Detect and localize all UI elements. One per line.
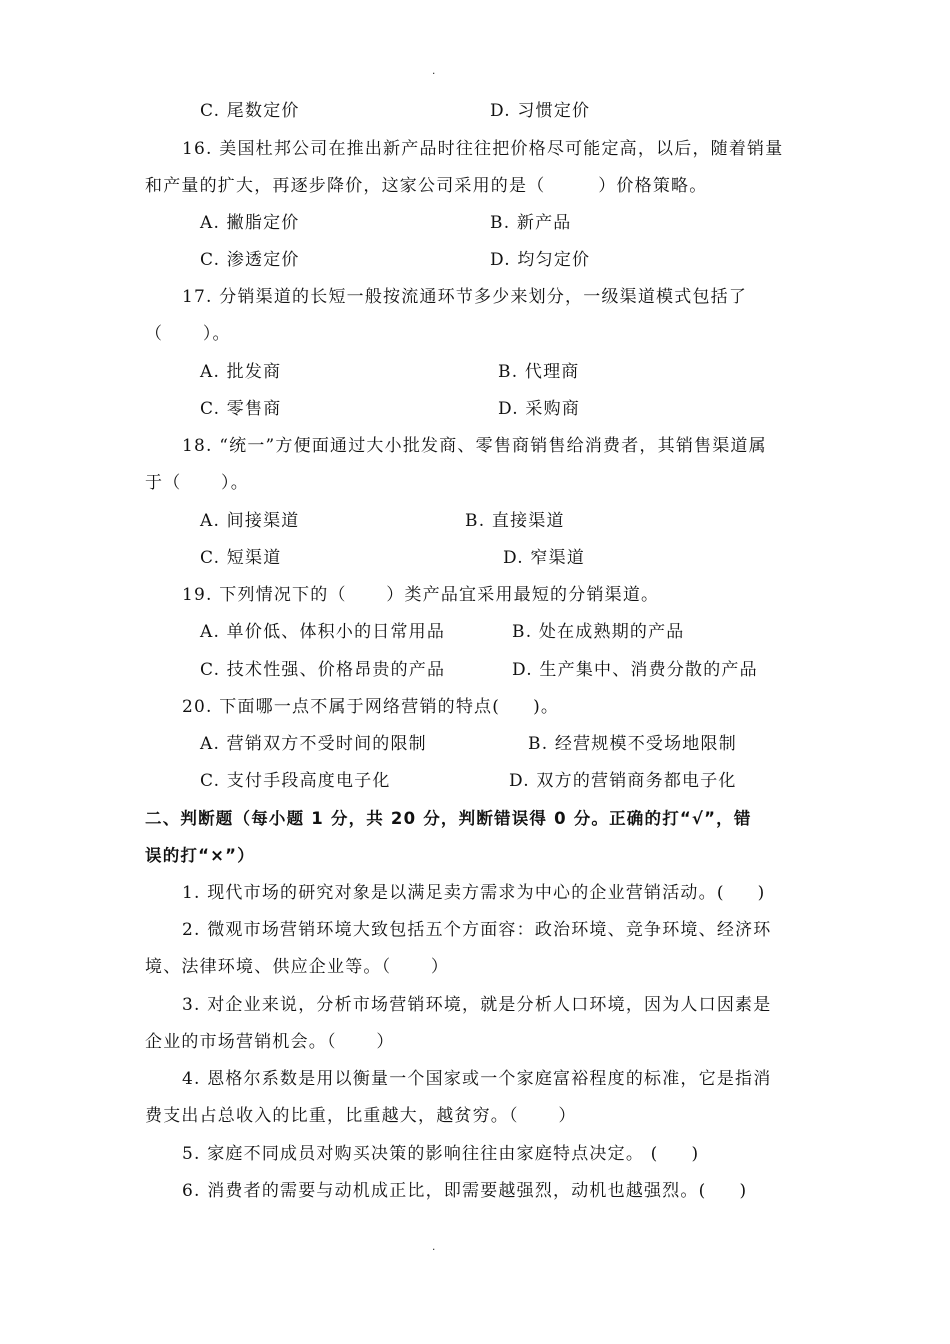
q15-option-c: C. 尾数定价 [200, 101, 300, 121]
q18-option-d: D. 窄渠道 [503, 548, 586, 568]
judge-item-4-line1: 4. 恩格尔系数是用以衡量一个国家或一个家庭富裕程度的标准，它是指消 [182, 1069, 772, 1089]
q18-stem-line2: 于（ ）。 [145, 473, 249, 493]
q19-option-b: B. 处在成熟期的产品 [512, 622, 685, 642]
q19-option-a: A. 单价低、体积小的日常用品 [200, 622, 446, 642]
judge-item-1: 1. 现代市场的研究对象是以满足卖方需求为中心的企业营销活动。( ) [182, 883, 766, 903]
judge-item-3-line2: 企业的市场营销机会。（ ） [145, 1032, 395, 1052]
judge-item-5: 5. 家庭不同成员对购买决策的影响往往由家庭特点决定。 ( ) [182, 1144, 700, 1164]
q20-option-a: A. 营销双方不受时间的限制 [200, 734, 427, 754]
section2-heading-line2: 误的打“×”） [145, 846, 255, 865]
q17-option-d: D. 采购商 [498, 399, 581, 419]
q19-option-d: D. 生产集中、消费分散的产品 [512, 660, 758, 680]
q18-option-b: B. 直接渠道 [465, 511, 565, 531]
q20-option-b: B. 经营规模不受场地限制 [528, 734, 737, 754]
q20-option-d: D. 双方的营销商务都电子化 [509, 771, 737, 791]
section2-heading-line1: 二、判断题（每小题 1 分，共 20 分，判断错误得 0 分。正确的打“√”，错 [145, 809, 752, 828]
q18-option-a: A. 间接渠道 [200, 511, 300, 531]
judge-item-6: 6. 消费者的需要与动机成正比，即需要越强烈，动机也越强烈。( ) [182, 1181, 748, 1201]
q16-option-d: D. 均匀定价 [490, 250, 591, 270]
footer-dot: . [432, 1239, 436, 1253]
judge-item-2-line1: 2. 微观市场营销环境大致包括五个方面容：政治环境、竞争环境、经济环 [182, 920, 772, 940]
q20-stem: 20. 下面哪一点不属于网络营销的特点( )。 [182, 697, 560, 717]
q20-option-c: C. 支付手段高度电子化 [200, 771, 391, 791]
judge-item-4-line2: 费支出占总收入的比重，比重越大，越贫穷。（ ） [145, 1106, 577, 1126]
q18-option-c: C. 短渠道 [200, 548, 282, 568]
q16-option-b: B. 新产品 [490, 213, 572, 233]
q16-stem-line2: 和产量的扩大，再逐步降价，这家公司采用的是（ ）价格策略。 [145, 176, 708, 196]
q16-option-a: A. 撇脂定价 [200, 213, 300, 233]
q18-stem-line1: 18. “统一”方便面通过大小批发商、零售商销售给消费者，其销售渠道属 [182, 436, 767, 456]
judge-item-3-line1: 3. 对企业来说，分析市场营销环境，就是分析人口环境，因为人口因素是 [182, 995, 772, 1015]
q17-stem-line1: 17. 分销渠道的长短一般按流通环节多少来划分，一级渠道模式包括了 [182, 287, 748, 307]
q17-stem-line2: （ ）。 [145, 324, 231, 344]
q17-option-a: A. 批发商 [200, 362, 282, 382]
q17-option-b: B. 代理商 [498, 362, 580, 382]
q15-option-d: D. 习惯定价 [490, 101, 591, 121]
q17-option-c: C. 零售商 [200, 399, 282, 419]
q19-stem: 19. 下列情况下的（ ）类产品宜采用最短的分销渠道。 [182, 585, 660, 605]
judge-item-2-line2: 境、法律环境、供应企业等。（ ） [145, 957, 450, 977]
q16-stem-line1: 16. 美国杜邦公司在推出新产品时往往把价格尽可能定高，以后，随着销量 [182, 139, 784, 159]
q19-option-c: C. 技术性强、价格昂贵的产品 [200, 660, 446, 680]
header-dot: . [432, 63, 436, 77]
q16-option-c: C. 渗透定价 [200, 250, 300, 270]
